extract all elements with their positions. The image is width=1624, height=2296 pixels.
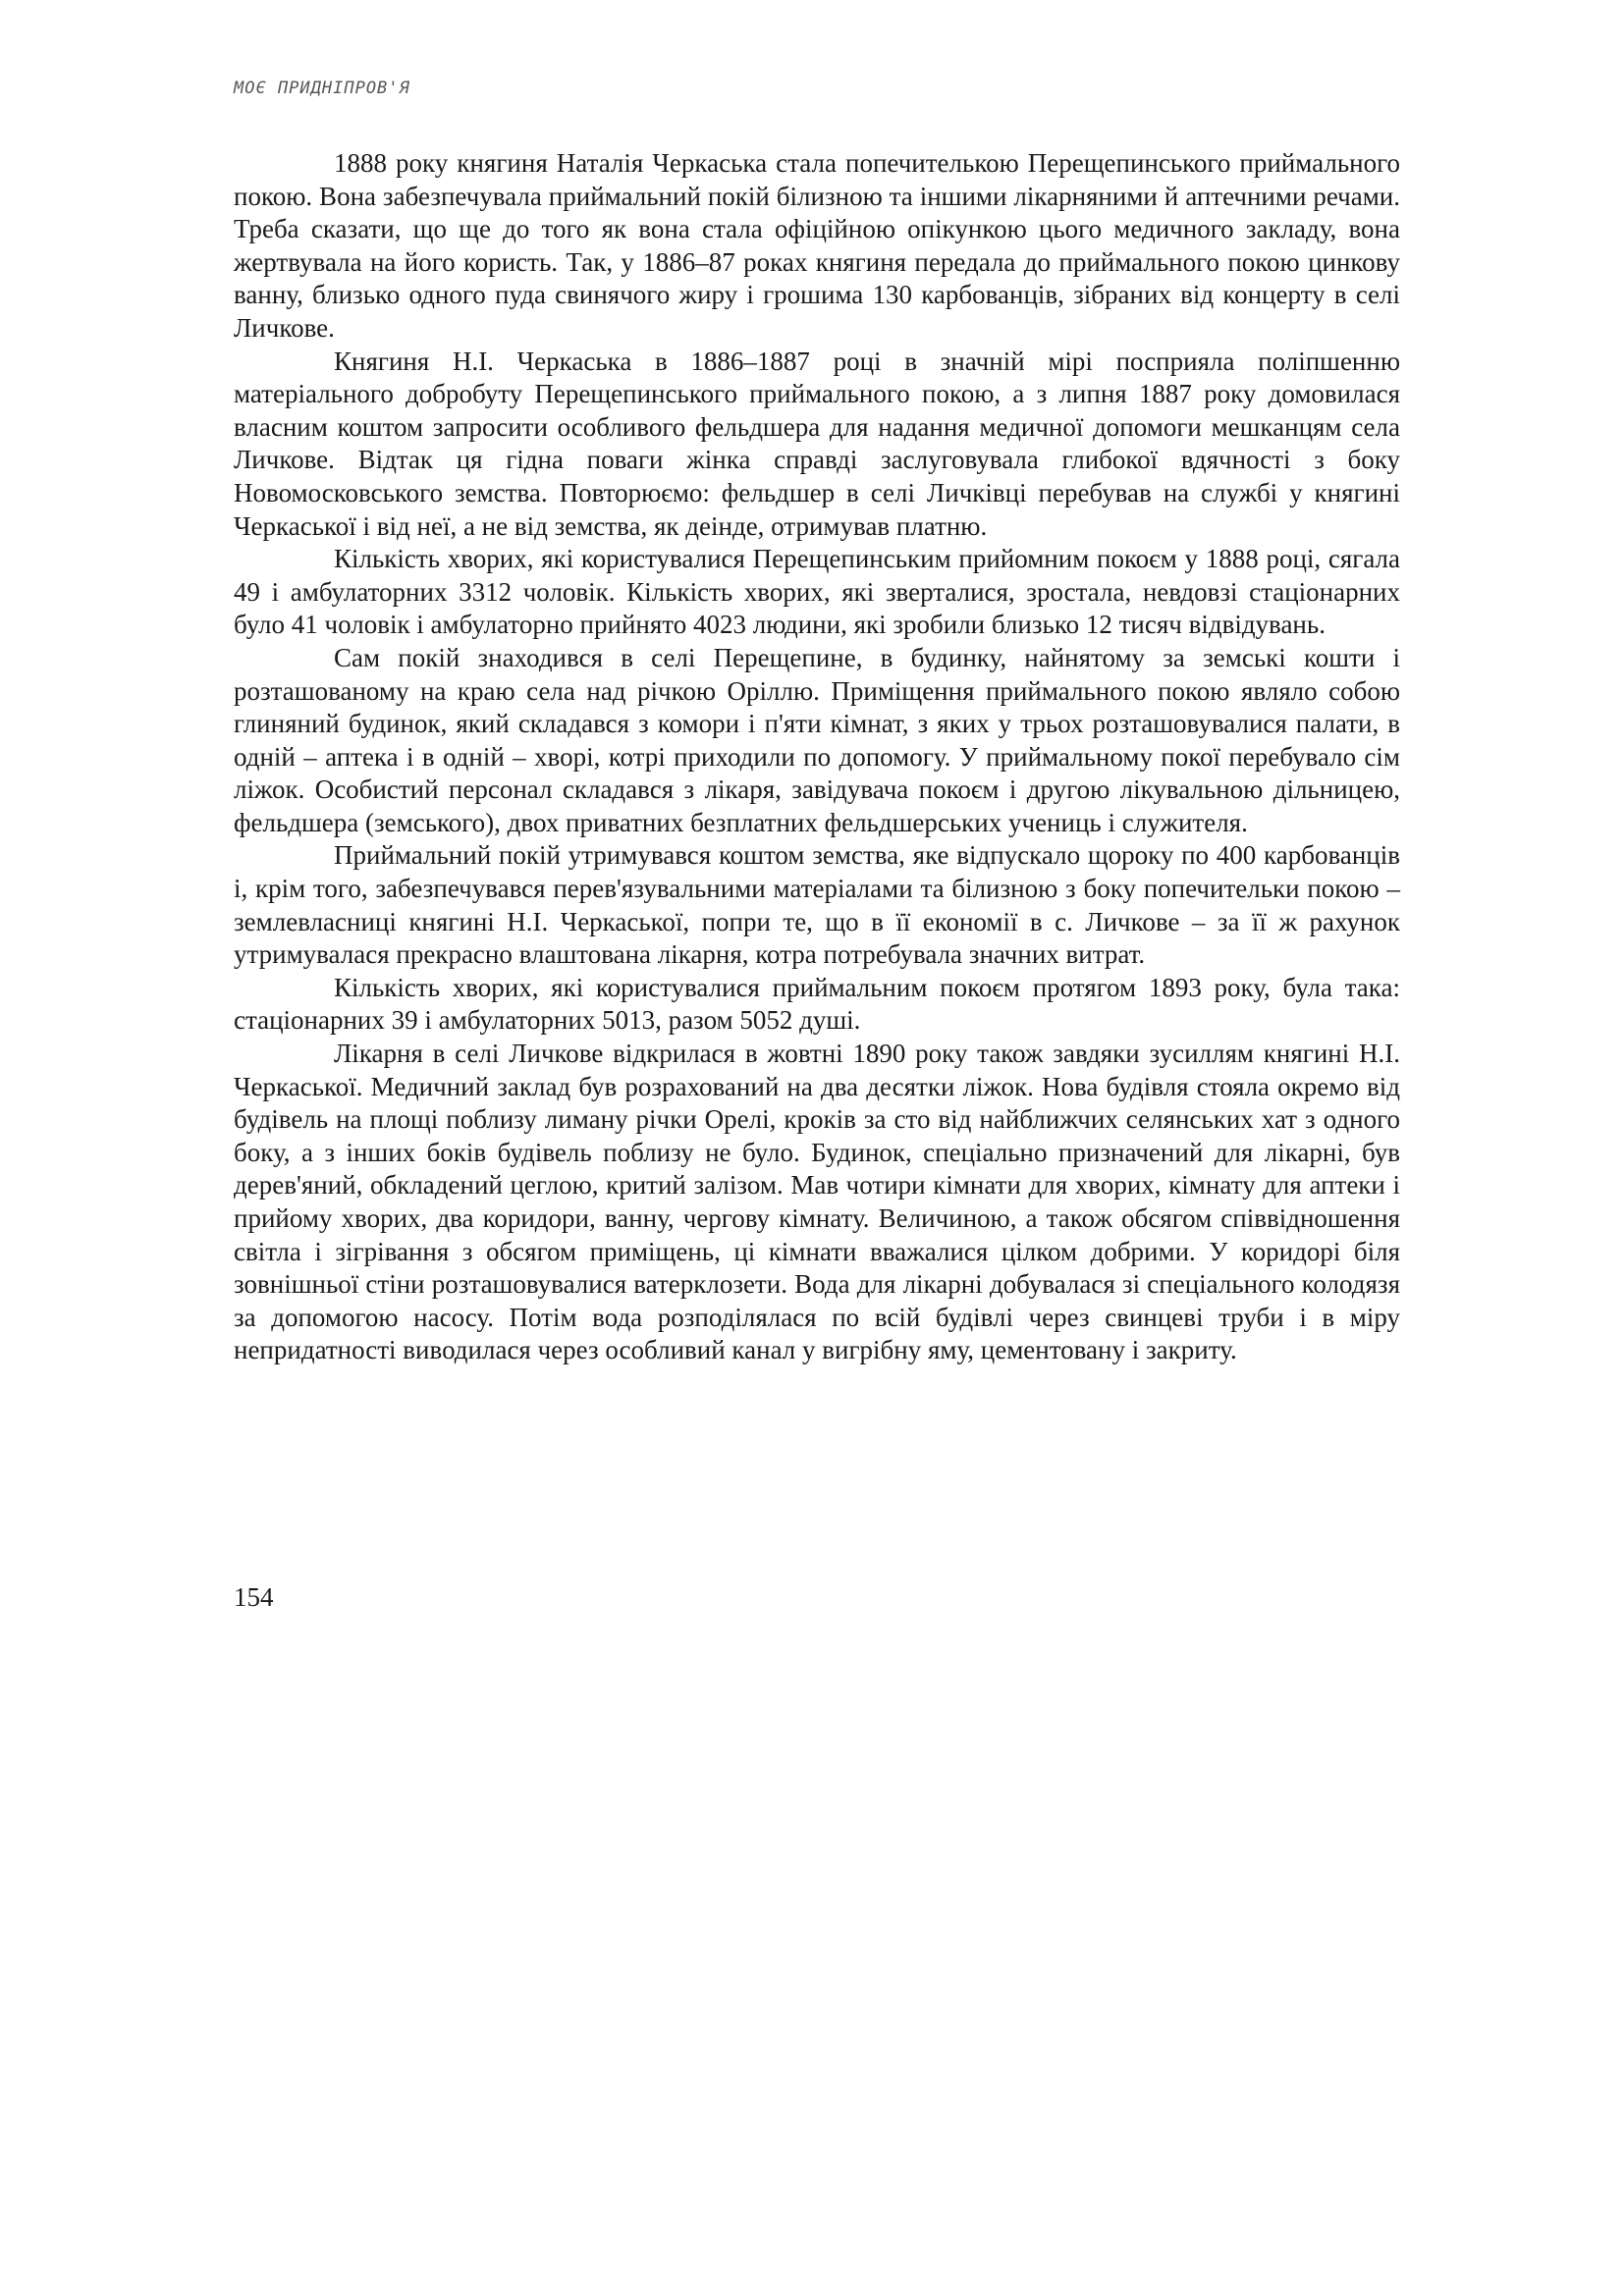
paragraph: Княгиня Н.І. Черкаська в 1886–1887 році в значній мірі посприяла поліпшенню матеріального добробуту Перещепинського приймального покою, а з липня 1887 року домовилася власним коштом запросити особливого фельдшера для надання медичної допомоги мешканцям села Личкове. Відтак ця гідна поваги жінка справді заслуговувала глибокої вдячності з боку Новомосковського земства. Повторюємо: фельдшер в селі Личківці перебував на службі у княгині Черкаської і від неї, а не від земства, як деінде, отримував платню. [234, 346, 1400, 541]
page-number: 154 [234, 1582, 274, 1612]
running-header: МОЄ ПРИДНІПРОВ'Я [234, 79, 410, 98]
paragraph: Кількість хворих, які користувалися приймальним покоєм протягом 1893 року, була така: стаціонарних 39 і амбулаторних 5013, разом 5052 душі. [234, 972, 1400, 1036]
paragraph: 1888 року княгиня Наталія Черкаська стала попечителькою Перещепинського приймального покою. Вона забезпечувала приймальний покій білизною та іншими лікарняними й аптечними речами. Треба сказати, що ще до того як вона стала офіційною опікункою цього медичного закладу, вона жертвувала на його користь. Так, у 1886–87 роках княгиня передала до приймального покою цинкову ванну, близько одного пуда свинячого жиру і грошима 130 карбованців, зібраних від концерту в селі Личкове. [234, 148, 1400, 343]
paragraph: Сам покій знаходився в селі Перещепине, в будинку, найнятому за земські кошти і розташованому на краю села над річкою Оріллю. Приміщення приймального покою являло собою глиняний будинок, який складався з комори і п'яти кімнат, з яких у трьох розташовувалися палати, в одній – аптека і в одній – хворі, котрі приходили по допомогу. У приймальному покої перебувало сім ліжок. Особистий персонал складався з лікаря, завідувача покоєм і другою лікувальною дільницею, фельдшера (земського), двох приватних безплатних фельдшерських учениць і служителя. [234, 642, 1400, 837]
article-body [234, 147, 1400, 1367]
paragraph: Лікарня в селі Личкове відкрилася в жовтні 1890 року також завдяки зусиллям княгині Н.І. Черкаської. Медичний заклад був розрахований на два десятки ліжок. Нова будівля стояла окремо від будівель на площі поблизу лиману річки Орелі, кроків за сто від найближчих селянських хат з одного боку, а з інших боків будівель поблизу не було. Будинок, спеціально призначений для лікарні, був дерев'яний, обкладений цеглою, критий залізом. Мав чотири кімнати для хворих, кімнату для аптеки і прийому хворих, два коридори, ванну, чергову кімнату. Величиною, а також обсягом співвідношення світла і зігрівання з обсягом приміщень, ці кімнати вважалися цілком добрими. У коридорі біля зовнішньої стіни розташовувалися ватерклозети. Вода для лікарні добувалася зі спеціального колодязя за допомогою насосу. Потім вода розподілялася по всій будівлі через свинцеві труби і в міру непридатності виводилася через особливий канал у вигрібну яму, цементовану і закриту. [234, 1039, 1400, 1365]
paragraph: Приймальний покій утримувався коштом земства, яке відпускало щороку по 400 карбованців і, крім того, забезпечувався перев'язувальними матеріалами та білизною з боку попечительки покою – землевласниці княгині Н.І. Черкаської, попри те, що в її економії в с. Личкове – за її ж рахунок утримувалася прекрасно влаштована лікарня, котра потребувала значних витрат. [234, 840, 1400, 970]
paragraph: Кількість хворих, які користувалися Перещепинським прийомним покоєм у 1888 році, сягала 49 і амбулаторних 3312 чоловік. Кількість хворих, які зверталися, зростала, невдовзі стаціонарних було 41 чоловік і амбулаторно прийнято 4023 людини, які зробили близько 12 тисяч відвідувань. [234, 544, 1400, 640]
